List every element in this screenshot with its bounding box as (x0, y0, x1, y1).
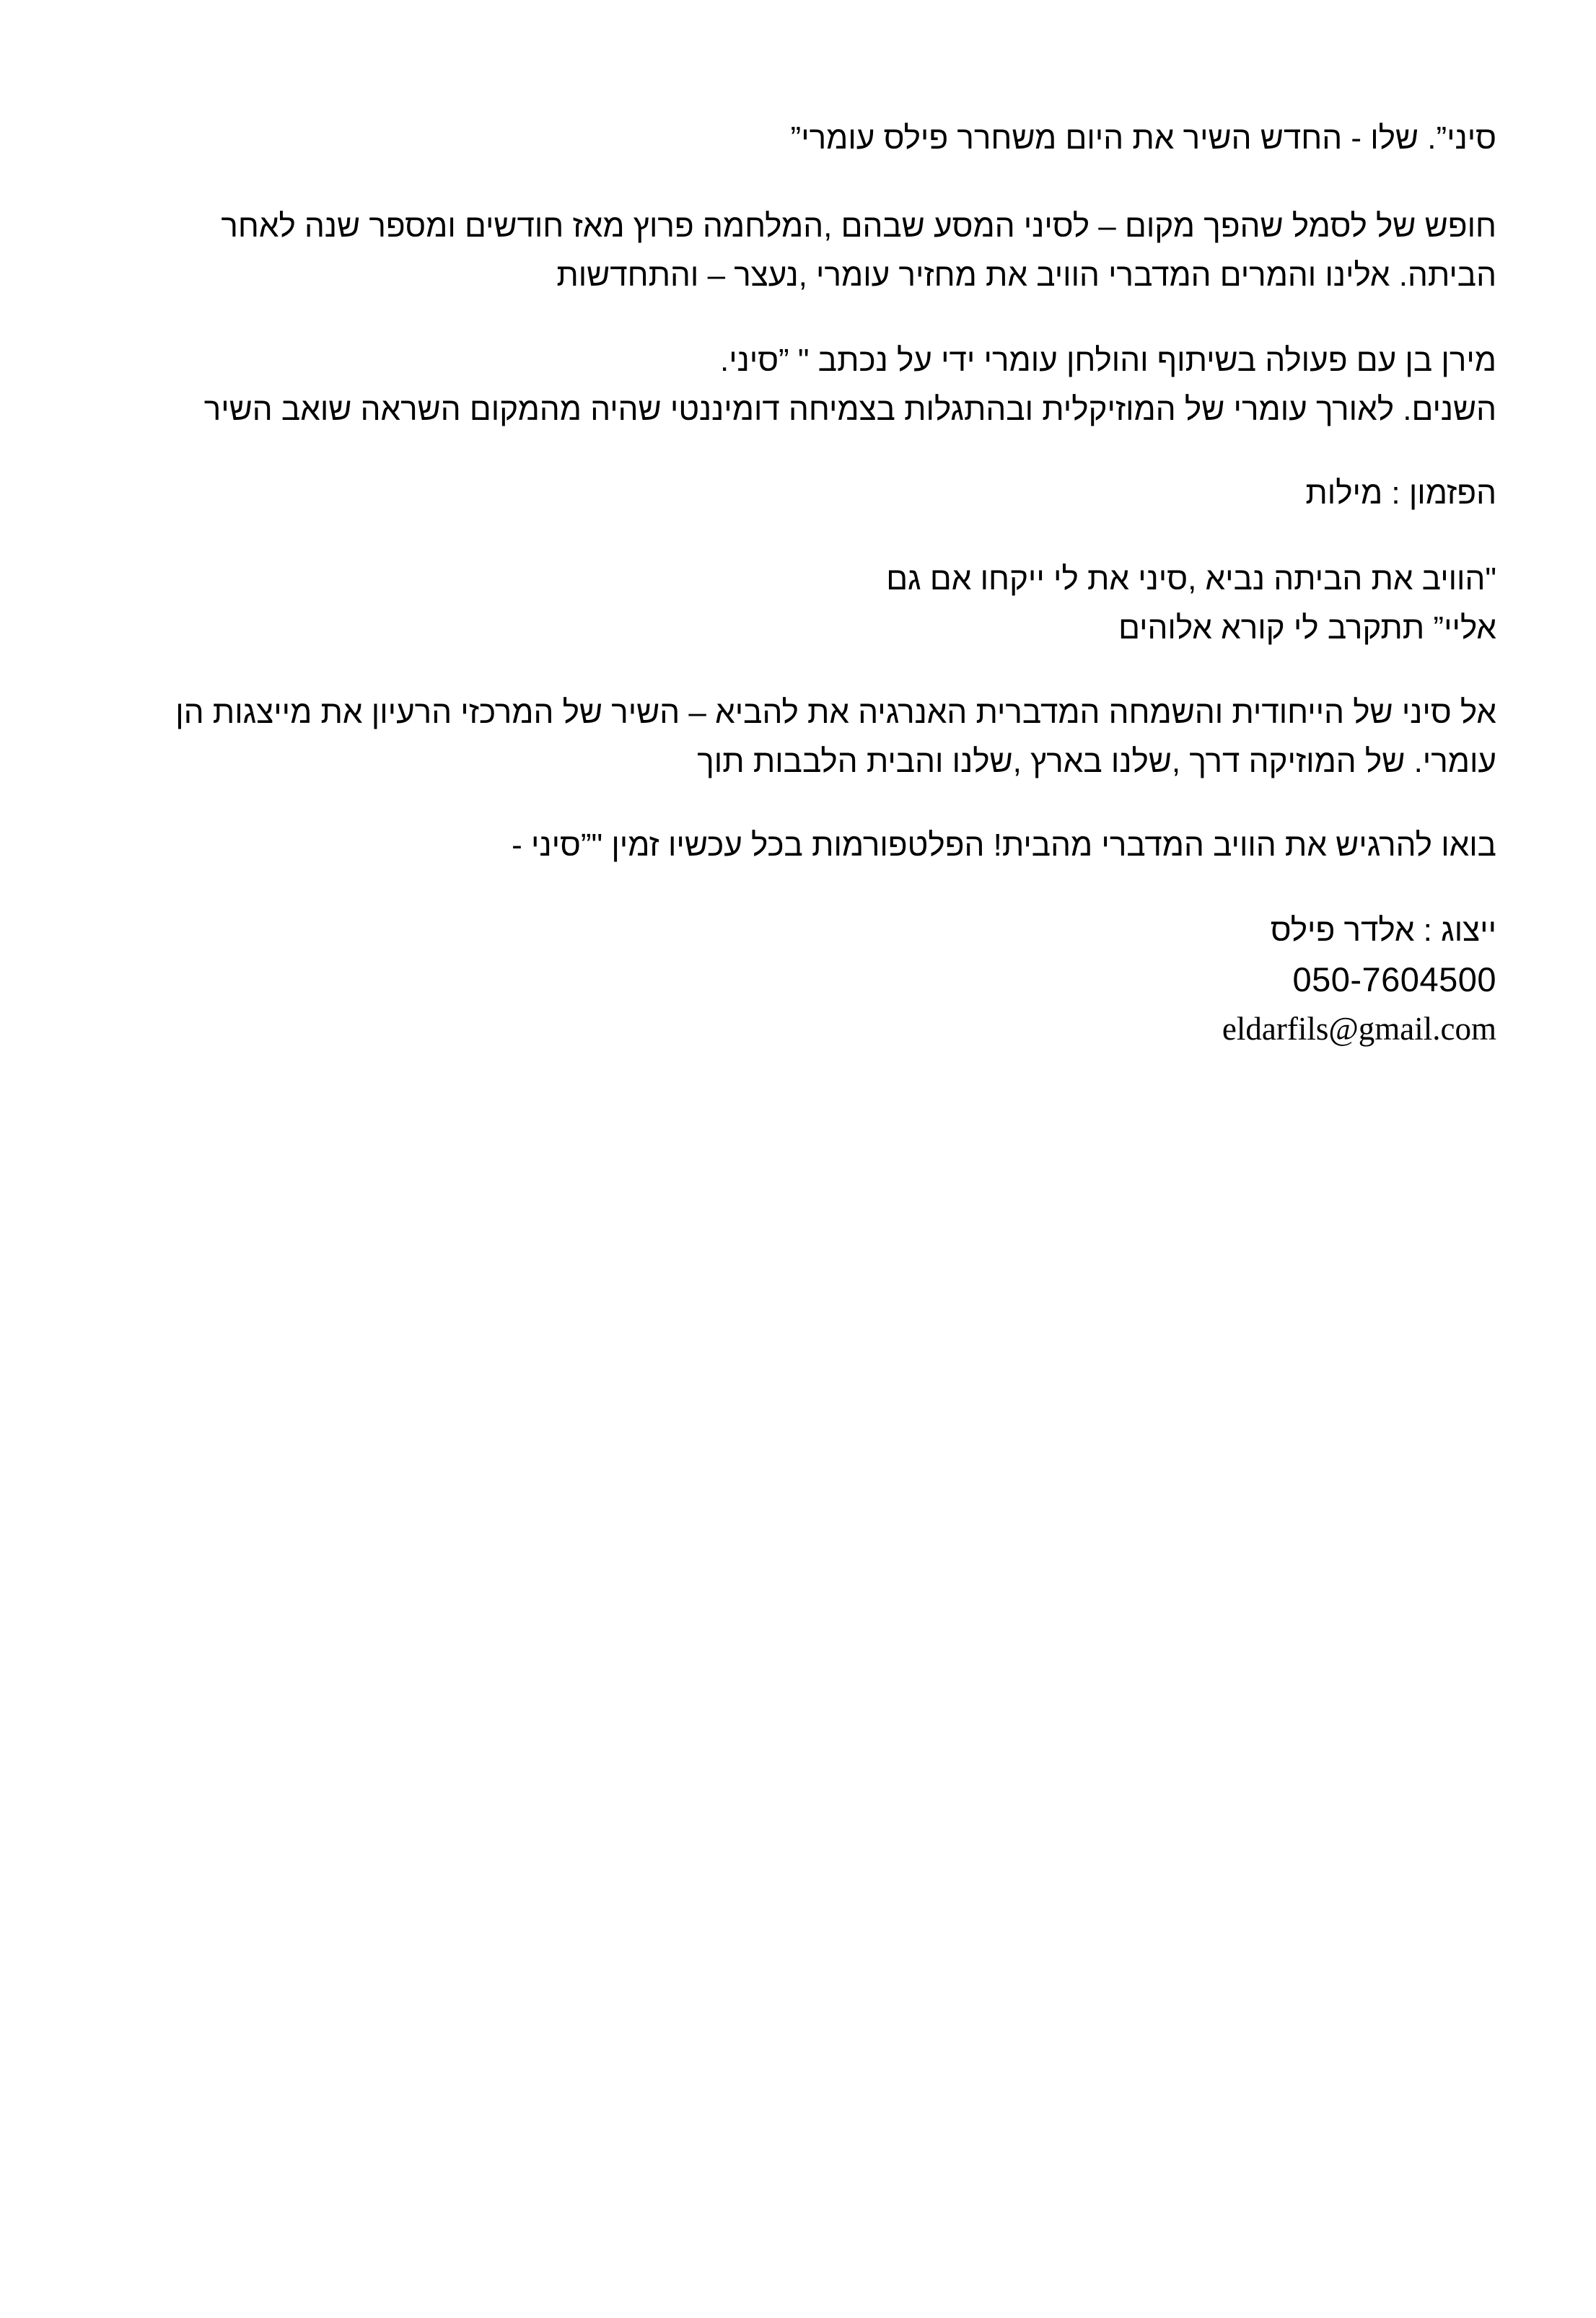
paragraph-meaning (25, 688, 1496, 786)
text-line: ”סיני”. שלו - החדש השיר את היום משחרר פילס עומרי (790, 120, 1496, 156)
text-line: הפזמון : מילות (1305, 475, 1496, 511)
text-line: עומרי. של המוזיקה דרך ,שלנו בארץ ,שלנו והבית הלבבות תוך (697, 744, 1496, 779)
text-line: אליי” תתקרב לי קורא אלוהים (1118, 610, 1496, 646)
paragraph-credits (25, 336, 1496, 434)
phone-number: 050-7604500 (1292, 960, 1496, 998)
paragraph-context (25, 202, 1496, 300)
paragraph-cta (25, 821, 1496, 870)
text-line: השנים. לאורך עומרי של המוזיקלית ובהתגלות בצמיחה דומיננטי שהיה מהמקום השראה שואב השיר (203, 392, 1496, 427)
chorus-lyrics (25, 555, 1496, 653)
text-line: אל סיני של הייחודית והשמחה המדברית האנרגיה את להביא – השיר של המרכזי הרעיון את מייצגות הן (175, 695, 1496, 730)
text-line: הביתה. אלינו והמרים המדברי הוויב את מחזיר עומרי ,נעצר – והתחדשות (556, 258, 1496, 293)
text-line: - בואו להרגיש את הוויב המדברי מהבית! הפלטפורמות בכל עכשיו זמין "”סיני (512, 827, 1496, 863)
chorus-heading (25, 469, 1496, 518)
text-line: .מירן בן עם פעולה בשיתוף והולחן עומרי ידי על נכתב " ”סיני (719, 343, 1496, 378)
email-address: eldarfils@gmail.com (1222, 1011, 1496, 1047)
representation-line: ייצוג : אלדר פילס (1270, 913, 1496, 948)
text-line: חופש של לסמל שהפך מקום – לסיני המסע שבהם ,המלחמה פרוץ מאז חודשים ומספר שנה לאחר (221, 208, 1496, 244)
contact-block (25, 906, 1496, 1053)
paragraph-release (25, 114, 1496, 163)
text-line: הוויב את הביתה נביא ,סיני את לי ייקחו אם גם" (886, 561, 1496, 597)
